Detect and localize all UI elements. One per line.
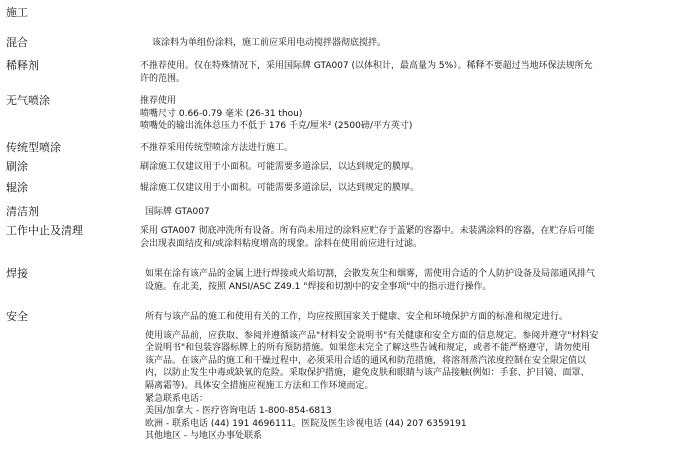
section-label: 安全	[6, 310, 28, 323]
content-line: 许的范围。	[140, 73, 186, 84]
content-line: 所有与该产品的施工和使用有关的工作，均应按照国家关于健康、安全和环境保护方面的标准和规定进行。	[145, 312, 569, 322]
emergency-contact: 欧洲 - 联系电话 (44) 191 4696111。医院及医生诊视电话 (44) 207 6359191	[145, 418, 467, 429]
page-title: 施工	[6, 6, 28, 19]
content-line: 隔离霜等)。具体安全措施应视施工方法和工作环境而定。	[145, 380, 374, 391]
section-content	[145, 206, 675, 219]
section-content	[145, 311, 675, 443]
section-content	[140, 95, 670, 133]
section-label: 刷涂	[6, 160, 28, 173]
emergency-contact: 其他地区 - 与地区办事处联系	[145, 431, 262, 442]
content-line: 喷嘴处的输出流体总压力不低于 176 千克/厘米² (2500磅/平方英寸)	[140, 121, 413, 132]
content-line: 刷涂施工仅建议用于小面积。可能需要多道涂层，以达到规定的膜厚。	[140, 162, 420, 172]
section-content	[152, 37, 682, 50]
content-line: 内，以防止发生中毒或缺氧的危险。采取保护措施，避免皮肤和眼睛与该产品接触(例如：手套、护目镜、面罩、	[145, 368, 590, 379]
content-line: 该产品。在该产品的施工和干燥过程中，必须采用合适的通风和防范措施，将溶剂蒸汽浓度控制在安全限定值以	[145, 355, 587, 366]
section-label: 无气喷涂	[6, 94, 50, 107]
content-line: 喷嘴尺寸 0.66-0.79 毫米 (26-31 thou)	[140, 108, 303, 119]
content-line: 会出现表面结皮和/或涂料粘度增高的现象。涂料在使用前应进行过滤。	[140, 238, 423, 249]
content-line: 全说明书"和包装容器标牌上的所有预防措施。如果您未完全了解这些告诫和规定，或者不能严格遵守，请勿使用	[145, 343, 591, 354]
content-line: 采用 GTA007 彻底冲洗所有设备。所有尚未用过的涂料应贮存于盖紧的容器中。未装满涂料的容器，在贮存后可能	[140, 226, 595, 236]
content-line: 国际牌 GTA007	[145, 207, 210, 217]
section-content	[140, 161, 670, 174]
section-label: 辊涂	[6, 181, 28, 194]
section-label: 稀释剂	[6, 59, 39, 72]
section-label: 混合	[6, 36, 28, 49]
section-content	[145, 268, 675, 293]
section-content	[140, 225, 670, 250]
content-line: 如果在涂有该产品的金属上进行焊接或火焰切割，会散发灰尘和烟雾，需使用合适的个人防护设备及局部通风排气	[145, 269, 596, 279]
content-line: 设施。在北美，按照 ANSI/ASC Z49.1 "焊接和切割中的安全事项"中的指示进行操作。	[145, 281, 492, 292]
section-label: 工作中止及清理	[6, 224, 83, 237]
emergency-title: 紧急联系电话：	[145, 393, 209, 404]
content-line: 使用该产品前，应获取、参阅并遵循该产品"材料安全说明书"有关健康和安全方面的信息规定。参阅并遵守"材料安	[145, 330, 599, 341]
content-line: 不推荐采用传统型喷涂方法进行施工。	[140, 143, 294, 153]
section-label: 清洁剂	[6, 205, 39, 218]
section-content	[140, 182, 670, 195]
content-line: 不推荐使用。仅在特殊情况下，采用国际牌 GTA007 (以体积计，最高量为 5%）。稀释不要超过当地环保法规所允	[140, 61, 593, 71]
section-content	[140, 60, 670, 85]
emergency-contact: 美国/加拿大 - 医疗咨询电话 1-800-854-6813	[145, 406, 332, 417]
section-label: 传统型喷涂	[6, 141, 61, 154]
content-line: 该涂料为单组份涂料，施工前应采用电动搅拌器彻底搅拌。	[152, 38, 387, 48]
content-line: 推荐使用	[140, 96, 177, 106]
content-line: 辊涂施工仅建议用于小面积。可能需要多道涂层，以达到规定的膜厚。	[140, 183, 420, 193]
section-label: 焊接	[6, 267, 28, 280]
section-content	[140, 142, 670, 155]
